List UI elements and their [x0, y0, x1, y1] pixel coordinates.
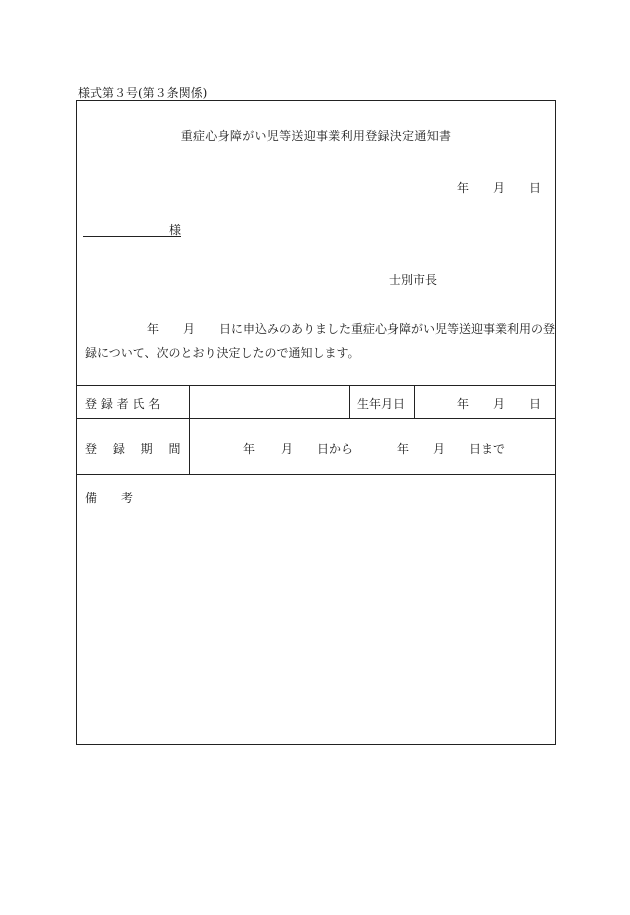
period-from-day: 日から: [317, 442, 354, 456]
birthdate-label: 生年月日: [357, 397, 406, 411]
notice-body: [85, 317, 556, 365]
addressee-suffix: 様: [168, 223, 181, 237]
registrant-name-label: 登 録 者 氏 名: [85, 397, 161, 411]
divider: [189, 386, 190, 419]
registrant-row: [77, 385, 555, 419]
divider: [349, 386, 350, 419]
birth-month: 月: [493, 397, 506, 411]
body-year: 年: [147, 322, 160, 336]
body-month: 月: [183, 322, 196, 336]
remarks-label: 備 考: [85, 491, 134, 505]
period-from-month: 月: [281, 442, 294, 456]
period-to-year: 年: [397, 442, 410, 456]
notice-form: [76, 100, 556, 745]
form-number: 様式第３号(第３条関係): [78, 86, 208, 100]
issue-date-year: 年: [457, 181, 470, 195]
issue-date-month: 月: [493, 181, 506, 195]
period-row: [77, 418, 555, 475]
birth-day: 日: [529, 397, 542, 411]
divider: [414, 386, 415, 419]
body-line1-text: 日に申込みのありました重症心身障がい児等送迎事業利用の登: [219, 322, 556, 336]
addressee-line: [83, 221, 181, 237]
registration-period-label: 登 録 期 間: [85, 442, 181, 456]
document-title: 重症心身障がい児等送迎事業利用登録決定通知書: [180, 129, 452, 143]
remarks-row: [77, 474, 555, 745]
issuer: 士別市長: [389, 273, 438, 287]
issue-date-day: 日: [529, 181, 542, 195]
period-to-day: 日まで: [469, 442, 506, 456]
body-line2-text: 録について、次のとおり決定したので通知します。: [85, 346, 360, 360]
birth-year: 年: [457, 397, 470, 411]
period-from-year: 年: [243, 442, 256, 456]
period-to-month: 月: [433, 442, 446, 456]
divider: [189, 419, 190, 475]
